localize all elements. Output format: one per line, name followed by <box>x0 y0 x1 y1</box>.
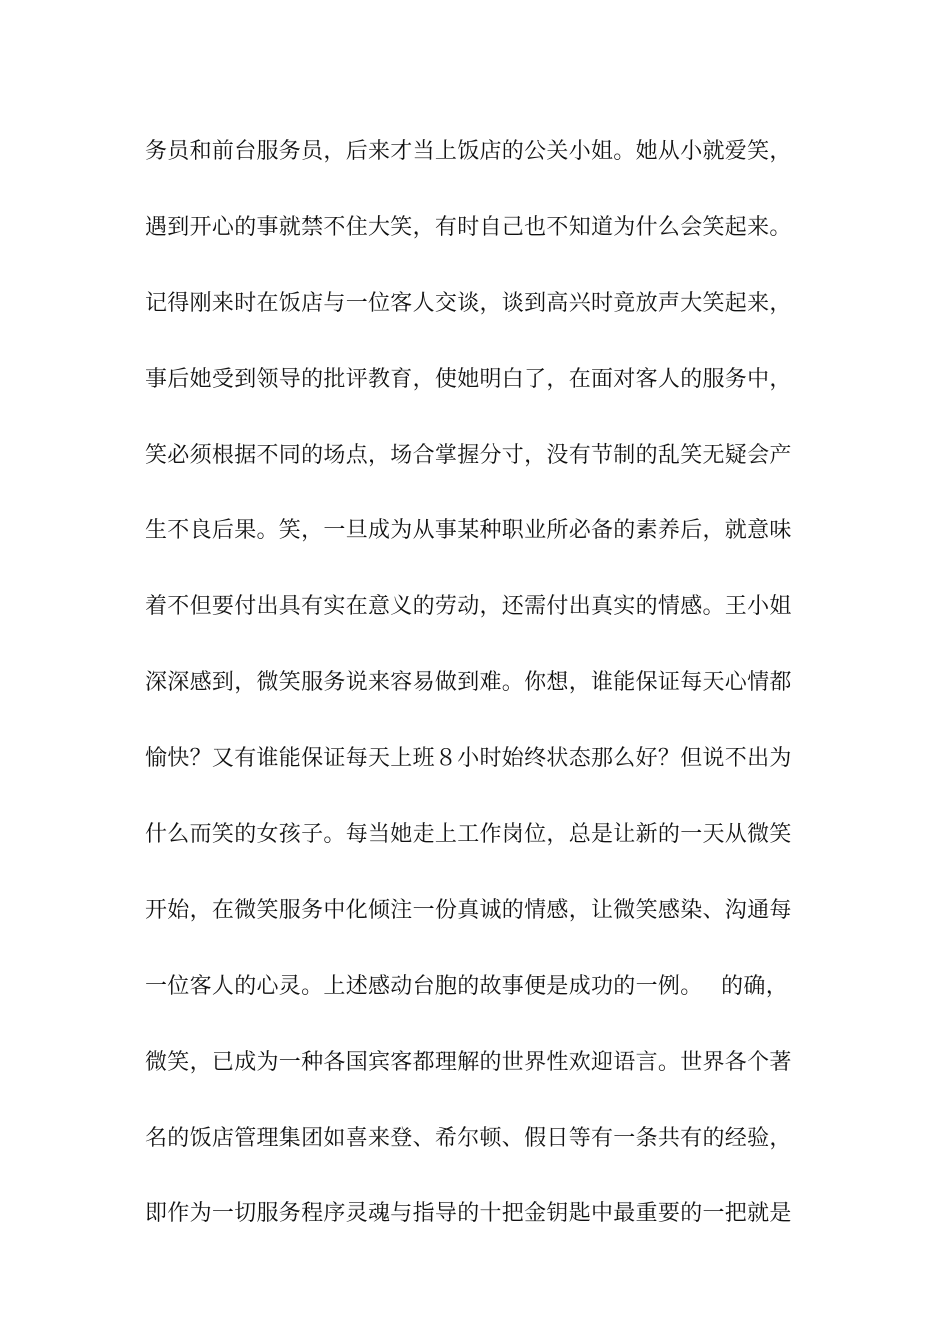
text-line: 遇到开心的事就禁不住大笑，有时自己也不知道为什么会笑起来。 <box>145 214 792 240</box>
text-line: 生不良后果。笑，一旦成为从事某种职业所必备的素养后，就意味 <box>145 518 792 544</box>
text-line: 事后她受到领导的批评教育，使她明白了，在面对客人的服务中， <box>145 366 792 392</box>
text-line: 愉快？又有谁能保证每天上班８小时始终状态那么好？但说不出为 <box>145 746 792 772</box>
text-line: 微笑，已成为一种各国宾客都理解的世界性欢迎语言。世界各个著 <box>145 1049 792 1075</box>
text-line: 开始，在微笑服务中化倾注一份真诚的情感，让微笑感染、沟通每 <box>145 897 792 923</box>
text-line: 深深感到，微笑服务说来容易做到难。你想，谁能保证每天心情都 <box>145 670 792 696</box>
body-text <box>145 132 805 1270</box>
text-line: 记得刚来时在饭店与一位客人交谈，谈到高兴时竟放声大笑起来， <box>145 290 792 316</box>
text-line: 即作为一切服务程序灵魂与指导的十把金钥匙中最重要的一把就是 <box>145 1201 792 1227</box>
text-line: 着不但要付出具有实在意义的劳动，还需付出真实的情感。王小姐 <box>145 594 792 620</box>
text-line: 务员和前台服务员，后来才当上饭店的公关小姐。她从小就爱笑， <box>145 139 792 164</box>
text-line: 一位客人的心灵。上述感动台胞的故事便是成功的一例。 的确， <box>145 973 788 999</box>
text-line: 笑必须根据不同的场点，场合掌握分寸，没有节制的乱笑无疑会产 <box>145 442 792 468</box>
text-line: 什么而笑的女孩子。每当她走上工作岗位，总是让新的一天从微笑 <box>145 822 792 848</box>
text-line: 名的饭店管理集团如喜来登、希尔顿、假日等有一条共有的经验， <box>145 1125 792 1151</box>
